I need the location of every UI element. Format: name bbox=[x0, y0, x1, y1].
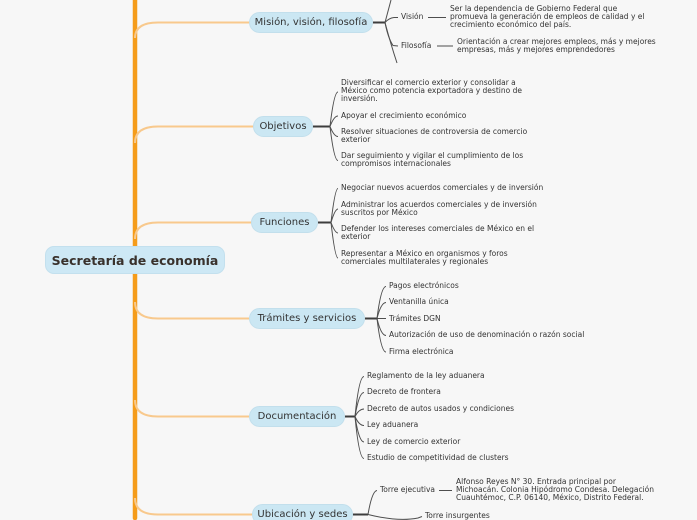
subtopic-objetivo-3[interactable] bbox=[341, 128, 527, 144]
subtopic-line: Resolver situaciones de controversia de comercio bbox=[341, 127, 528, 136]
desc-line: Ser la dependencia de Gobierno Federal que bbox=[450, 4, 618, 13]
leaf-torre-insurgentes-label[interactable]: Torre insurgentes bbox=[425, 511, 490, 520]
desc-line: crecimiento económico del país. bbox=[450, 20, 572, 29]
subtopic-doc-1[interactable] bbox=[367, 372, 485, 380]
leaf-vision-label[interactable]: Visión bbox=[401, 12, 424, 21]
fan-line-mision-down bbox=[385, 23, 397, 64]
root-node[interactable]: Secretaría de economía bbox=[45, 246, 225, 274]
subtopic-funcion-1[interactable] bbox=[341, 184, 543, 192]
topic-funciones[interactable]: Funciones bbox=[251, 212, 318, 233]
fan-line-mision-up bbox=[385, 0, 391, 23]
subtopic-line: Decreto de autos usados y condiciones bbox=[367, 404, 514, 413]
desc-line: Cuauhtémoc, C.P. 06140, México, Distrito Federal. bbox=[456, 493, 644, 502]
desc-line: promueva la generación de empleos de calidad y el bbox=[450, 12, 645, 21]
subtopic-line: Trámites DGN bbox=[389, 314, 441, 323]
fan-line bbox=[330, 92, 338, 127]
fan-line bbox=[330, 127, 338, 161]
subtopic-doc-6[interactable] bbox=[367, 454, 509, 462]
leaf-vision-desc[interactable] bbox=[450, 5, 644, 29]
branch-curve-funciones bbox=[135, 223, 251, 240]
subtopic-objetivo-4[interactable] bbox=[341, 152, 523, 168]
subtopic-line: comerciales multilaterales y regionales bbox=[341, 257, 489, 266]
subtopic-funcion-3[interactable] bbox=[341, 225, 534, 241]
subtopic-line: Reglamento de la ley aduanera bbox=[367, 371, 485, 380]
fan-line-vision bbox=[385, 18, 398, 23]
branch-curve-documentacion bbox=[135, 400, 249, 417]
leaf-torre-ejecutiva-desc[interactable] bbox=[456, 478, 654, 502]
desc-line: Michoacán. Colonia Hipódromo Condesa. Delegación bbox=[456, 485, 655, 494]
desc-line: Alfonso Reyes N° 30. Entrada principal por bbox=[456, 477, 616, 486]
subtopic-tramite-5[interactable] bbox=[389, 348, 454, 356]
leaf-torre-ejecutiva-label[interactable]: Torre ejecutiva bbox=[380, 485, 436, 494]
subtopic-tramite-3[interactable] bbox=[389, 315, 441, 323]
subtopic-line: Ventanilla única bbox=[389, 297, 449, 306]
subtopic-line: Apoyar el crecimiento económico bbox=[341, 111, 467, 120]
subtopic-line: Negociar nuevos acuerdos comerciales y de inversión bbox=[341, 183, 544, 192]
subtopic-funcion-2[interactable] bbox=[341, 201, 537, 217]
subtopic-line: inversión. bbox=[341, 94, 378, 103]
fan-line-torre-ejecutiva bbox=[368, 491, 377, 515]
subtopic-line: Dar seguimiento y vigilar el cumplimiento de los bbox=[341, 151, 524, 160]
desc-line: empresas, más y mejores emprendedores bbox=[457, 45, 615, 54]
subtopic-line: Representar a México en organismos y foros bbox=[341, 249, 508, 258]
topic-documentacion[interactable]: Documentación bbox=[249, 406, 345, 427]
subtopic-funcion-4[interactable] bbox=[341, 250, 508, 266]
subtopic-tramite-2[interactable] bbox=[389, 298, 449, 306]
subtopic-objetivo-2[interactable] bbox=[341, 112, 466, 120]
subtopic-line: México como potencia exportadora y destino de bbox=[341, 86, 522, 95]
subtopic-line: suscritos por México bbox=[341, 208, 418, 217]
subtopic-line: Autorización de uso de denominación o razón social bbox=[389, 330, 585, 339]
subtopic-line: Pagos electrónicos bbox=[389, 281, 459, 290]
subtopic-doc-5[interactable] bbox=[367, 438, 460, 446]
leaf-filosofia-desc[interactable] bbox=[457, 38, 656, 54]
topic-mision-vision-filosofia[interactable]: Misión, visión, filosofía bbox=[249, 12, 373, 33]
fan-line bbox=[331, 223, 338, 259]
branch-curve-tramites bbox=[135, 302, 249, 319]
desc-line: Orientación a crear mejores empleos, más y mejores bbox=[457, 37, 656, 46]
branch-curve-ubicacion bbox=[135, 498, 252, 515]
topic-objetivos[interactable]: Objetivos bbox=[253, 116, 313, 137]
branch-curve-objetivos bbox=[135, 127, 253, 144]
subtopic-line: Ley de comercio exterior bbox=[367, 437, 461, 446]
subtopic-tramite-4[interactable] bbox=[389, 331, 584, 339]
subtopic-line: compromisos internacionales bbox=[341, 159, 451, 168]
topic-ubicacion-sedes[interactable]: Ubicación y sedes bbox=[252, 504, 353, 520]
subtopic-doc-4[interactable] bbox=[367, 421, 418, 429]
topic-tramites-servicios[interactable]: Trámites y servicios bbox=[249, 308, 365, 329]
subtopic-tramite-1[interactable] bbox=[389, 282, 459, 290]
fan-line-filosofia bbox=[385, 23, 398, 47]
subtopic-line: Firma electrónica bbox=[389, 347, 454, 356]
subtopic-objetivo-1[interactable] bbox=[341, 79, 522, 103]
subtopic-line: Diversificar el comercio exterior y consolidar a bbox=[341, 78, 516, 87]
subtopic-line: Estudio de competitividad de clusters bbox=[367, 453, 509, 462]
fan-line-torre-insurgentes bbox=[368, 515, 422, 520]
subtopic-line: exterior bbox=[341, 232, 371, 241]
subtopic-line: Ley aduanera bbox=[367, 420, 419, 429]
subtopic-line: Administrar los acuerdos comerciales y de inversión bbox=[341, 200, 537, 209]
subtopic-line: exterior bbox=[341, 135, 371, 144]
branch-curve-mision bbox=[135, 23, 250, 39]
leaf-filosofia-label[interactable]: Filosofía bbox=[401, 41, 432, 50]
fan-line bbox=[331, 189, 338, 223]
subtopic-doc-2[interactable] bbox=[367, 388, 441, 396]
subtopic-line: Defender los intereses comerciales de México en el bbox=[341, 224, 535, 233]
subtopic-line: Decreto de frontera bbox=[367, 387, 441, 396]
subtopic-doc-3[interactable] bbox=[367, 405, 514, 413]
